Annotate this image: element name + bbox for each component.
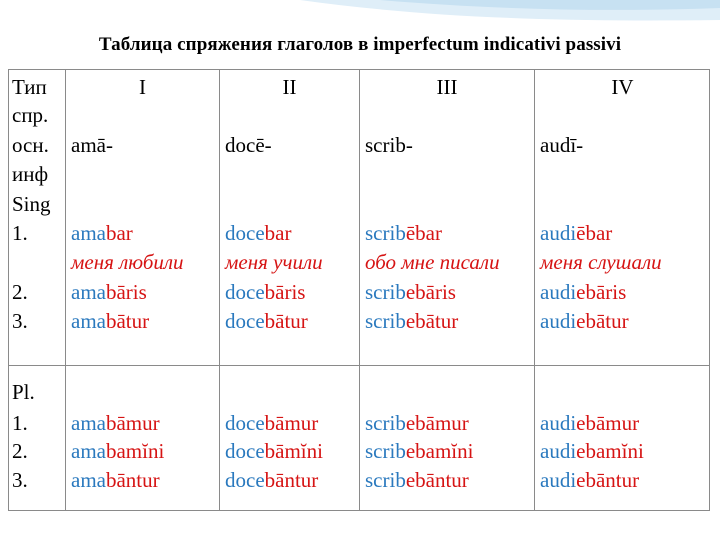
conjugation-table — [8, 69, 710, 511]
stem-conj-1: amā- — [71, 133, 113, 157]
stem-conj-3: scrib- — [365, 133, 413, 157]
label-sing-1: 1. — [12, 221, 28, 245]
label-sing: Sing — [12, 192, 51, 216]
form-sing1-conj-4: audiēbar — [540, 221, 613, 245]
header-conj-3: III — [436, 75, 458, 99]
form-pl2-conj-1: amabamĭni — [71, 439, 165, 463]
header-conj-2: II — [282, 75, 297, 99]
form-pl1-conj-1: amabāmur — [71, 411, 160, 435]
translation-conj-3: обо мне писали — [365, 250, 500, 274]
stem-conj-4: audī- — [540, 133, 584, 157]
form-pl1-conj-2: docebāmur — [225, 411, 319, 435]
label-sing-3: 3. — [12, 309, 28, 333]
column-divider — [219, 70, 220, 510]
form-sing3-conj-2: docebātur — [225, 309, 308, 333]
header-type: Тип — [12, 75, 47, 99]
form-pl2-conj-4: audiebamĭni — [540, 439, 644, 463]
form-pl2-conj-2: docebāmĭni — [225, 439, 323, 463]
form-pl3-conj-4: audiebāntur — [540, 468, 640, 492]
label-pl: Pl. — [12, 380, 35, 404]
page-title: Таблица спряжения глаголов в imperfectum indicativi passivi — [98, 34, 622, 55]
form-sing1-conj-3: scribēbar — [365, 221, 442, 245]
form-sing2-conj-2: docebāris — [225, 280, 306, 304]
form-sing3-conj-1: amabātur — [71, 309, 150, 333]
column-divider — [359, 70, 360, 510]
form-pl2-conj-3: scribebamĭni — [365, 439, 474, 463]
label-pl-3: 3. — [12, 468, 28, 492]
form-sing1-conj-2: docebar — [225, 221, 292, 245]
form-pl1-conj-4: audiebāmur — [540, 411, 640, 435]
column-divider — [534, 70, 535, 510]
label-inf: инф — [12, 162, 49, 186]
form-pl3-conj-3: scribebāntur — [365, 468, 469, 492]
form-sing1-conj-1: amabar — [71, 221, 133, 245]
form-pl1-conj-3: scribebāmur — [365, 411, 469, 435]
header-conj-4: IV — [611, 75, 634, 99]
label-spr: спр. — [12, 103, 49, 127]
label-sing-2: 2. — [12, 280, 28, 304]
stem-conj-2: docē- — [225, 133, 272, 157]
translation-conj-4: меня слушали — [540, 250, 662, 274]
form-sing2-conj-3: scribebāris — [365, 280, 456, 304]
header-conj-1: I — [139, 75, 146, 99]
label-pl-2: 2. — [12, 439, 28, 463]
label-pl-1: 1. — [12, 411, 28, 435]
form-pl3-conj-1: amabāntur — [71, 468, 160, 492]
column-divider — [65, 70, 66, 510]
form-sing3-conj-4: audiebātur — [540, 309, 629, 333]
translation-conj-2: меня учили — [225, 250, 323, 274]
form-sing2-conj-4: audiebāris — [540, 280, 627, 304]
translation-conj-1: меня любили — [71, 250, 184, 274]
label-osn: осн. — [12, 133, 49, 157]
form-pl3-conj-2: docebāntur — [225, 468, 319, 492]
form-sing2-conj-1: amabāris — [71, 280, 147, 304]
form-sing3-conj-3: scribebātur — [365, 309, 459, 333]
